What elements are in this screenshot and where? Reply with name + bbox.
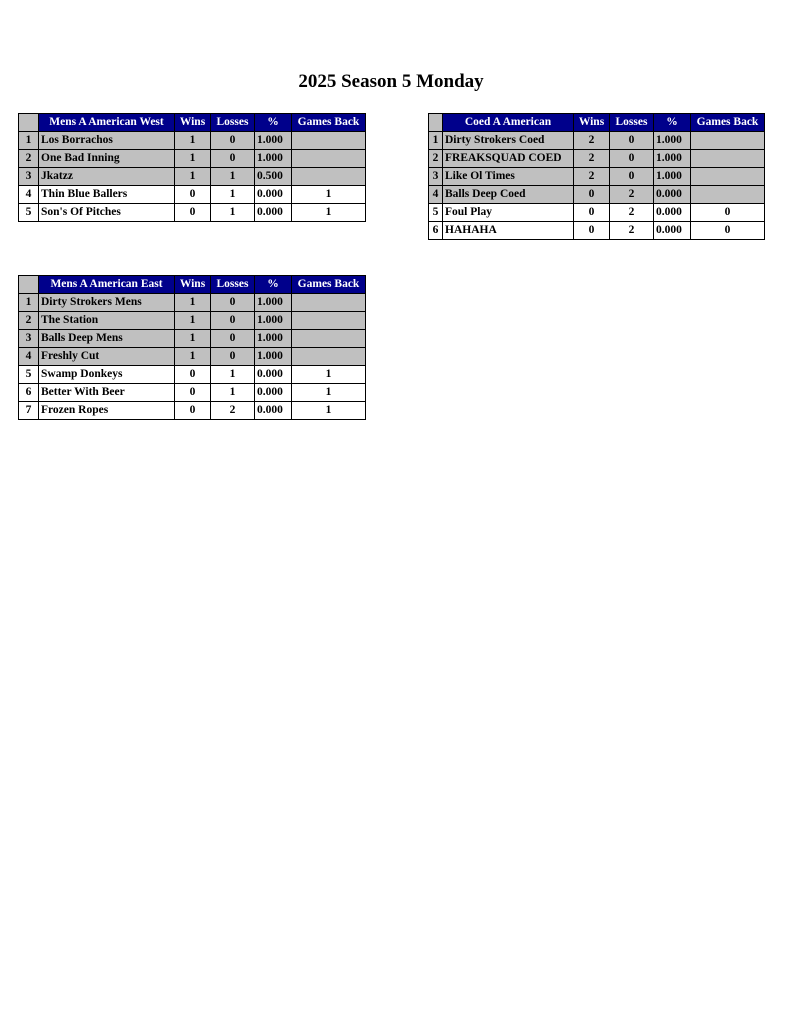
- wins-cell: 1: [175, 330, 211, 348]
- table-row: [429, 204, 765, 222]
- team-cell: Balls Deep Mens: [39, 330, 175, 348]
- games-back-cell: 0: [691, 204, 765, 222]
- table-row: [19, 366, 366, 384]
- team-cell: Better With Beer: [39, 384, 175, 402]
- page-title: 2025 Season 5 Monday: [298, 71, 484, 92]
- games-back-cell: 1: [292, 204, 366, 222]
- wins-cell: 1: [175, 150, 211, 168]
- table-row: [19, 330, 366, 348]
- table-row: [429, 168, 765, 186]
- team-cell: Swamp Donkeys: [39, 366, 175, 384]
- rank-cell: 4: [19, 186, 39, 204]
- pct-cell: 0.000: [255, 402, 292, 420]
- losses-header: Losses: [610, 114, 654, 132]
- division-name-header: Coed A American: [443, 114, 574, 132]
- rank-cell: 5: [429, 204, 443, 222]
- table-row: [429, 186, 765, 204]
- wins-cell: 1: [175, 348, 211, 366]
- wins-cell: 0: [175, 402, 211, 420]
- losses-cell: 1: [211, 384, 255, 402]
- wins-cell: 0: [175, 186, 211, 204]
- games-back-cell: [292, 348, 366, 366]
- rank-cell: 2: [19, 312, 39, 330]
- pct-cell: 1.000: [654, 168, 691, 186]
- standings-table-mens-east: [18, 275, 366, 420]
- rank-header: [429, 114, 443, 132]
- games-back-cell: 1: [292, 402, 366, 420]
- rank-cell: 7: [19, 402, 39, 420]
- table-row: [19, 168, 366, 186]
- team-cell: Frozen Ropes: [39, 402, 175, 420]
- rank-cell: 2: [429, 150, 443, 168]
- table-row: [19, 348, 366, 366]
- games-back-cell: [292, 150, 366, 168]
- pct-cell: 1.000: [255, 348, 292, 366]
- losses-cell: 1: [211, 204, 255, 222]
- games-back-cell: [292, 330, 366, 348]
- losses-cell: 0: [211, 150, 255, 168]
- table-row: [429, 132, 765, 150]
- wins-cell: 0: [574, 186, 610, 204]
- games-back-cell: [691, 132, 765, 150]
- games-back-cell: [292, 168, 366, 186]
- team-cell: Los Borrachos: [39, 132, 175, 150]
- wins-cell: 1: [175, 132, 211, 150]
- team-cell: Foul Play: [443, 204, 574, 222]
- division-name-header: Mens A American East: [39, 276, 175, 294]
- rank-cell: 1: [19, 294, 39, 312]
- losses-cell: 0: [211, 348, 255, 366]
- team-cell: Like Ol Times: [443, 168, 574, 186]
- table-row: [19, 402, 366, 420]
- rank-cell: 1: [19, 132, 39, 150]
- team-cell: Balls Deep Coed: [443, 186, 574, 204]
- losses-cell: 0: [211, 294, 255, 312]
- pct-cell: 0.000: [654, 204, 691, 222]
- losses-cell: 0: [610, 132, 654, 150]
- games-back-cell: [292, 132, 366, 150]
- pct-header: %: [255, 276, 292, 294]
- table-row: [19, 312, 366, 330]
- table-row: [19, 384, 366, 402]
- losses-header: Losses: [211, 276, 255, 294]
- losses-cell: 2: [610, 186, 654, 204]
- rank-cell: 1: [429, 132, 443, 150]
- table-row: [19, 132, 366, 150]
- losses-header: Losses: [211, 114, 255, 132]
- losses-cell: 0: [610, 150, 654, 168]
- pct-cell: 1.000: [654, 150, 691, 168]
- pct-cell: 0.500: [255, 168, 292, 186]
- wins-cell: 1: [175, 312, 211, 330]
- losses-cell: 2: [211, 402, 255, 420]
- table-row: [19, 204, 366, 222]
- rank-cell: 5: [19, 366, 39, 384]
- pct-cell: 1.000: [255, 132, 292, 150]
- team-cell: FREAKSQUAD COED: [443, 150, 574, 168]
- losses-cell: 2: [610, 222, 654, 240]
- losses-cell: 0: [211, 132, 255, 150]
- division-name-header: Mens A American West: [39, 114, 175, 132]
- table-row: [19, 150, 366, 168]
- table-row: [19, 294, 366, 312]
- pct-cell: 0.000: [255, 366, 292, 384]
- losses-cell: 1: [211, 168, 255, 186]
- rank-cell: 4: [429, 186, 443, 204]
- table-header-row: [429, 114, 765, 132]
- pct-cell: 0.000: [255, 204, 292, 222]
- games-back-cell: [691, 186, 765, 204]
- table-row: [429, 222, 765, 240]
- team-cell: HAHAHA: [443, 222, 574, 240]
- rank-cell: 3: [19, 330, 39, 348]
- games-back-cell: 1: [292, 384, 366, 402]
- standings-table-mens-west: [18, 113, 366, 222]
- games-back-cell: [292, 312, 366, 330]
- team-cell: Thin Blue Ballers: [39, 186, 175, 204]
- wins-header: Wins: [574, 114, 610, 132]
- pct-cell: 1.000: [255, 294, 292, 312]
- team-cell: Jkatzz: [39, 168, 175, 186]
- games-back-cell: 1: [292, 366, 366, 384]
- team-cell: One Bad Inning: [39, 150, 175, 168]
- standings-table-coed: [428, 113, 765, 240]
- team-cell: Freshly Cut: [39, 348, 175, 366]
- games-back-header: Games Back: [292, 276, 366, 294]
- pct-cell: 1.000: [255, 330, 292, 348]
- pct-header: %: [654, 114, 691, 132]
- table-row: [19, 186, 366, 204]
- team-cell: Dirty Strokers Mens: [39, 294, 175, 312]
- pct-cell: 1.000: [255, 312, 292, 330]
- losses-cell: 0: [610, 168, 654, 186]
- losses-cell: 1: [211, 186, 255, 204]
- rank-cell: 6: [429, 222, 443, 240]
- team-cell: The Station: [39, 312, 175, 330]
- rank-header: [19, 276, 39, 294]
- wins-cell: 0: [175, 384, 211, 402]
- wins-header: Wins: [175, 276, 211, 294]
- rank-header: [19, 114, 39, 132]
- pct-header: %: [255, 114, 292, 132]
- table-header-row: [19, 276, 366, 294]
- team-cell: Dirty Strokers Coed: [443, 132, 574, 150]
- losses-cell: 1: [211, 366, 255, 384]
- wins-cell: 0: [574, 204, 610, 222]
- games-back-cell: [292, 294, 366, 312]
- wins-cell: 0: [175, 204, 211, 222]
- rank-cell: 4: [19, 348, 39, 366]
- pct-cell: 1.000: [255, 150, 292, 168]
- rank-cell: 3: [19, 168, 39, 186]
- wins-cell: 0: [175, 366, 211, 384]
- rank-cell: 3: [429, 168, 443, 186]
- games-back-header: Games Back: [292, 114, 366, 132]
- games-back-header: Games Back: [691, 114, 765, 132]
- table-row: [429, 150, 765, 168]
- team-cell: Son's Of Pitches: [39, 204, 175, 222]
- table-header-row: [19, 114, 366, 132]
- rank-cell: 5: [19, 204, 39, 222]
- games-back-cell: [691, 168, 765, 186]
- losses-cell: 2: [610, 204, 654, 222]
- wins-cell: 1: [175, 168, 211, 186]
- wins-cell: 2: [574, 150, 610, 168]
- wins-cell: 0: [574, 222, 610, 240]
- games-back-cell: [691, 150, 765, 168]
- games-back-cell: 1: [292, 186, 366, 204]
- wins-cell: 2: [574, 132, 610, 150]
- pct-cell: 0.000: [255, 186, 292, 204]
- losses-cell: 0: [211, 312, 255, 330]
- pct-cell: 0.000: [255, 384, 292, 402]
- pct-cell: 0.000: [654, 222, 691, 240]
- wins-cell: 2: [574, 168, 610, 186]
- games-back-cell: 0: [691, 222, 765, 240]
- pct-cell: 0.000: [654, 186, 691, 204]
- wins-cell: 1: [175, 294, 211, 312]
- rank-cell: 6: [19, 384, 39, 402]
- wins-header: Wins: [175, 114, 211, 132]
- losses-cell: 0: [211, 330, 255, 348]
- rank-cell: 2: [19, 150, 39, 168]
- pct-cell: 1.000: [654, 132, 691, 150]
